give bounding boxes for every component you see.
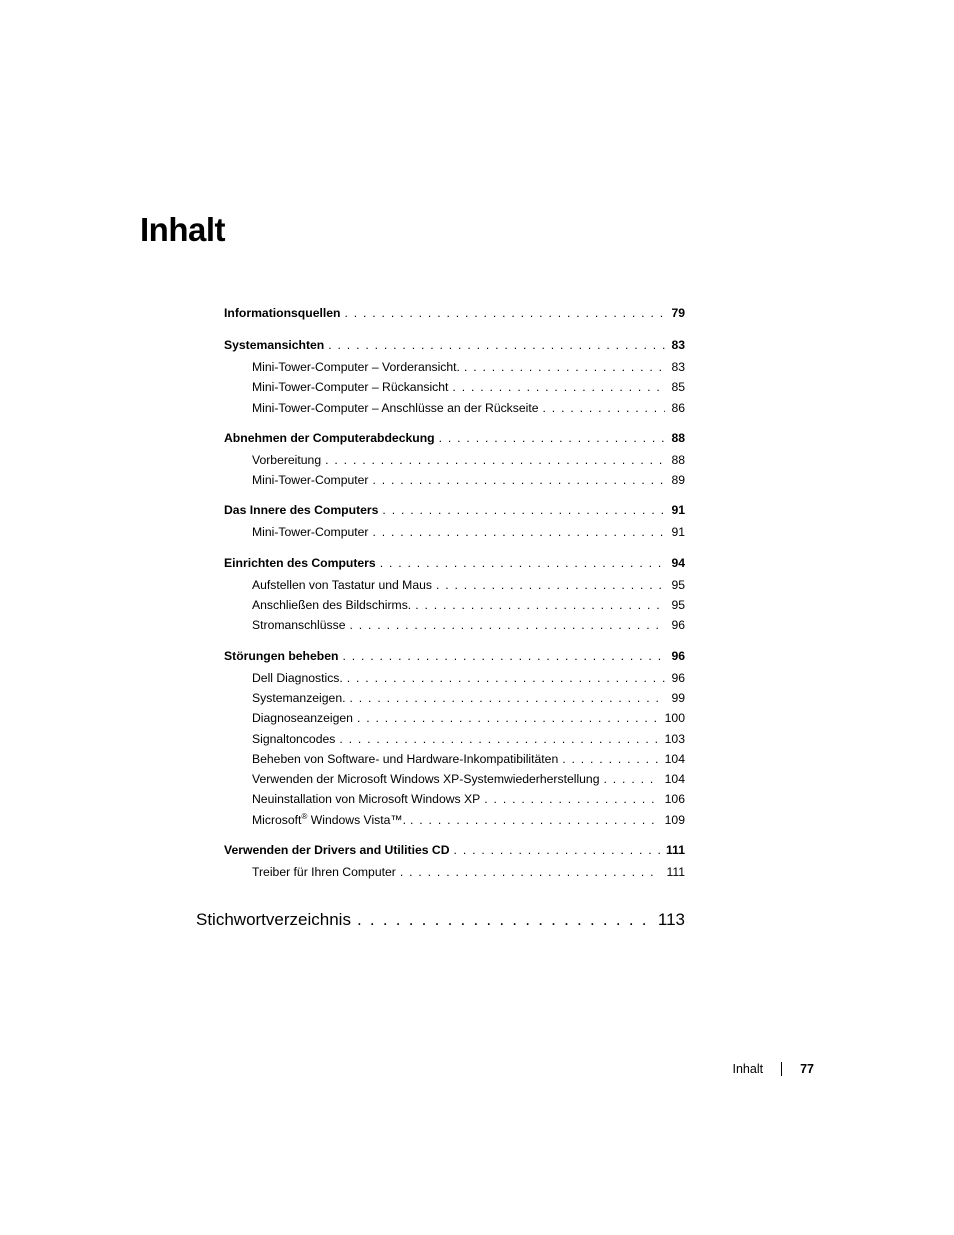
toc-subentry-title: Signaltoncodes bbox=[252, 731, 336, 746]
dot-leader bbox=[349, 615, 665, 635]
footer-divider bbox=[781, 1062, 782, 1076]
toc-section bbox=[224, 646, 685, 830]
dot-leader bbox=[439, 428, 665, 448]
toc-subentry-page: 96 bbox=[671, 670, 685, 685]
toc-subentry-page: 89 bbox=[671, 473, 685, 488]
toc-subentry-title: Vorbereitung bbox=[252, 452, 322, 467]
dot-leader bbox=[328, 335, 665, 355]
toc-entry-page: 88 bbox=[671, 430, 685, 445]
toc-subentry[interactable] bbox=[224, 862, 685, 882]
toc-subentry-page: 95 bbox=[671, 577, 685, 592]
toc-entry[interactable] bbox=[224, 646, 685, 668]
toc-subentry-title: Anschließen des Bildschirms. bbox=[252, 598, 412, 613]
toc-section bbox=[224, 500, 685, 542]
toc-subentry[interactable] bbox=[224, 377, 685, 397]
toc-subentry[interactable] bbox=[224, 398, 685, 418]
toc-entry[interactable] bbox=[224, 500, 685, 522]
toc-subentry-page: 95 bbox=[671, 598, 685, 613]
dot-leader bbox=[347, 668, 665, 688]
toc-subentry[interactable] bbox=[224, 769, 685, 789]
toc-subentry[interactable] bbox=[224, 450, 685, 470]
toc-subentry[interactable] bbox=[224, 470, 685, 490]
toc-subentry[interactable] bbox=[224, 595, 685, 615]
toc-subentry-page: 109 bbox=[664, 812, 685, 827]
toc-subentry-title: Aufstellen von Tastatur und Maus bbox=[252, 577, 432, 592]
toc-subentry-title: Treiber für Ihren Computer bbox=[252, 865, 396, 880]
toc-subentry-title: Diagnoseanzeigen bbox=[252, 711, 353, 726]
dot-leader bbox=[325, 450, 665, 470]
toc-entry-page: 94 bbox=[671, 555, 685, 570]
toc-entry-title: Verwenden der Drivers and Utilities CD bbox=[224, 843, 450, 858]
toc-entry-title: Einrichten des Computers bbox=[224, 555, 376, 570]
toc-section bbox=[224, 840, 685, 882]
toc-section bbox=[224, 303, 685, 325]
index-entry-title: Stichwortverzeichnis bbox=[196, 910, 351, 929]
toc-entry-page: 83 bbox=[671, 338, 685, 352]
toc-subentry-page: 91 bbox=[671, 525, 685, 540]
toc-subentry-page: 83 bbox=[671, 360, 685, 374]
index-entry-page: 113 bbox=[657, 910, 685, 929]
dot-leader bbox=[454, 840, 660, 860]
toc-entry[interactable] bbox=[224, 428, 685, 450]
toc-entry[interactable] bbox=[224, 303, 685, 325]
toc-subentry-page: 99 bbox=[671, 690, 685, 705]
toc-entry-title: Systemansichten bbox=[224, 338, 325, 352]
toc-subentry-page: 86 bbox=[671, 400, 685, 415]
dot-leader bbox=[415, 595, 665, 615]
footer-section-title: Inhalt bbox=[732, 1062, 764, 1076]
dot-leader bbox=[400, 862, 661, 882]
dot-leader bbox=[604, 769, 659, 789]
toc-subentry-title: Beheben von Software- und Hardware-Inkompatibilitäten bbox=[252, 751, 559, 766]
toc-section bbox=[224, 428, 685, 491]
toc-entry-title: Abnehmen der Computerabdeckung bbox=[224, 430, 435, 445]
page-footer bbox=[733, 1062, 815, 1076]
toc-section bbox=[224, 553, 685, 636]
dot-leader bbox=[410, 810, 659, 830]
dot-leader bbox=[357, 708, 659, 728]
toc-subentry[interactable] bbox=[224, 615, 685, 635]
toc-subentry[interactable] bbox=[224, 729, 685, 749]
toc-subentry-title bbox=[252, 810, 406, 830]
toc-subentry[interactable] bbox=[224, 749, 685, 769]
toc-subentry[interactable] bbox=[224, 810, 685, 830]
toc-subentry-title: Neuinstallation von Microsoft Windows XP bbox=[252, 792, 481, 807]
toc-subentry[interactable] bbox=[224, 522, 685, 542]
index-entry[interactable] bbox=[196, 910, 685, 930]
dot-leader bbox=[350, 688, 666, 708]
dot-leader bbox=[382, 500, 665, 520]
toc-section bbox=[224, 335, 685, 418]
dot-leader bbox=[543, 398, 665, 418]
toc-subentry-title: Mini-Tower-Computer bbox=[252, 473, 369, 488]
footer-page-number: 77 bbox=[800, 1062, 814, 1076]
dot-leader bbox=[339, 729, 658, 749]
toc-entry-title: Das Innere des Computers bbox=[224, 503, 379, 518]
toc-subentry-title: Mini-Tower-Computer – Vorderansicht. bbox=[252, 360, 460, 374]
toc-subentry[interactable] bbox=[224, 575, 685, 595]
toc-subentry-page: 104 bbox=[664, 751, 685, 766]
toc-subentry-title: Systemanzeigen. bbox=[252, 690, 346, 705]
toc-entry-page: 91 bbox=[671, 503, 685, 518]
toc-subentry-title-prefix: Microsoft bbox=[252, 812, 302, 827]
toc-subentry-page: 103 bbox=[664, 731, 685, 746]
dot-leader bbox=[344, 303, 665, 323]
toc-subentry-page: 96 bbox=[671, 618, 685, 633]
toc-entry-page: 111 bbox=[666, 843, 685, 858]
toc-entry[interactable] bbox=[224, 335, 685, 357]
dot-leader bbox=[452, 377, 665, 397]
toc-entry-page: 96 bbox=[671, 648, 685, 663]
dot-leader bbox=[562, 749, 658, 769]
toc-subentry-page: 85 bbox=[671, 380, 685, 395]
dot-leader bbox=[436, 575, 665, 595]
toc-subentry-page: 100 bbox=[664, 711, 685, 726]
toc-subentry[interactable] bbox=[224, 688, 685, 708]
toc-subentry-title: Stromanschlüsse bbox=[252, 618, 346, 633]
toc-subentry-page: 111 bbox=[666, 865, 685, 880]
toc-subentry[interactable] bbox=[224, 668, 685, 688]
toc-entry[interactable] bbox=[224, 840, 685, 862]
dot-leader bbox=[372, 470, 665, 490]
dot-leader bbox=[372, 522, 665, 542]
dot-leader bbox=[342, 646, 665, 666]
toc-subentry-title: Mini-Tower-Computer – Rückansicht bbox=[252, 380, 449, 395]
dot-leader bbox=[357, 910, 648, 930]
toc-entry-title: Informationsquellen bbox=[224, 306, 341, 320]
toc-subentry-title: Dell Diagnostics. bbox=[252, 670, 343, 685]
toc-subentry-title: Mini-Tower-Computer bbox=[252, 525, 369, 540]
dot-leader bbox=[380, 553, 665, 573]
toc-entry-page: 79 bbox=[671, 306, 685, 320]
toc-subentry[interactable] bbox=[224, 357, 685, 377]
toc-subentry[interactable] bbox=[224, 708, 685, 728]
toc-subentry-title-suffix: Windows Vista™. bbox=[307, 812, 407, 827]
toc-subentry-page: 106 bbox=[664, 792, 685, 807]
toc-entry-title: Störungen beheben bbox=[224, 648, 339, 663]
table-of-contents bbox=[224, 303, 685, 892]
dot-leader bbox=[464, 357, 665, 377]
toc-subentry-title: Verwenden der Microsoft Windows XP-Systemwiederherstellung bbox=[252, 772, 600, 787]
toc-subentry-page: 104 bbox=[664, 772, 685, 787]
toc-subentry[interactable] bbox=[224, 789, 685, 809]
toc-subentry-title: Mini-Tower-Computer – Anschlüsse an der Rückseite bbox=[252, 400, 539, 415]
dot-leader bbox=[484, 789, 658, 809]
toc-subentry-page: 88 bbox=[671, 452, 685, 467]
toc-entry[interactable] bbox=[224, 553, 685, 575]
page-title: Inhalt bbox=[140, 211, 225, 248]
registered-mark: ® bbox=[301, 811, 308, 821]
